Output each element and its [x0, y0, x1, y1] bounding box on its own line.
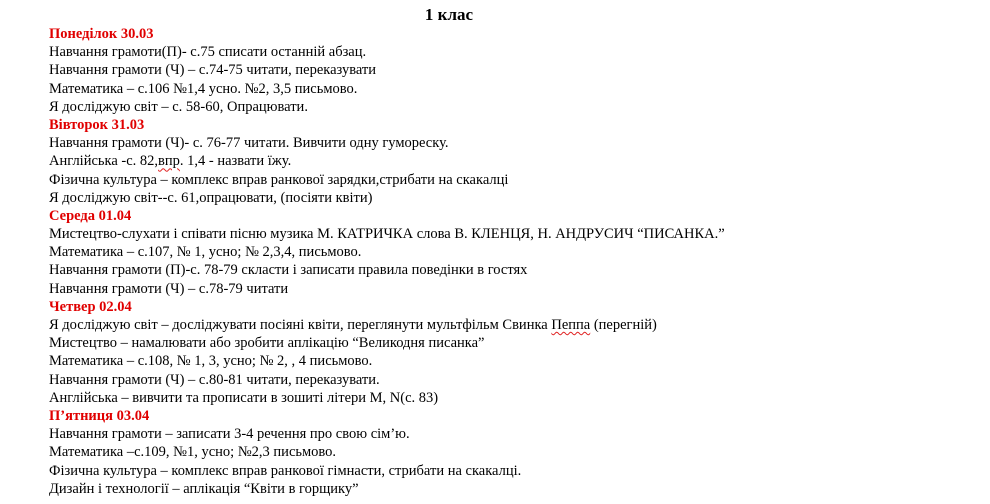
task-line: Мистецтво-слухати і співати пісню музика М. КАТРИЧКА слова В. КЛЕНЦЯ, Н. АНДРУСИЧ “ПИСАНКА.” — [49, 226, 725, 243]
schedule-content — [49, 25, 979, 498]
task-line: Я досліджую світ--с. 61,опрацювати, (посіяти квіти) — [49, 189, 373, 206]
task-line: Математика – с.108, № 1, 3, усно; № 2, , 4 письмово. — [49, 353, 373, 370]
day-thursday — [49, 298, 979, 407]
document-title: 1 клас — [424, 5, 474, 24]
spellcheck-mark: Пеппа — [551, 317, 591, 333]
task-line: Фізична культура – комплекс вправ ранкової зарядки,стрибати на скакалці — [49, 171, 509, 188]
day-heading: Понеділок 30.03 — [49, 26, 154, 42]
task-line: Навчання грамоти (П)-с. 78-79 скласти і записати правила поведінки в гостях — [49, 262, 528, 279]
day-tuesday — [49, 116, 979, 207]
task-line: Фізична культура – комплекс вправ ранкової гімнасти, стрибати на скакалці. — [49, 462, 522, 479]
day-heading: Середа 01.04 — [49, 207, 132, 224]
task-line: Англійська -с. 82,впр. 1,4 - назвати їжу. — [49, 153, 292, 170]
task-line: Я досліджую світ – досліджувати посіяні квіти, переглянути мультфільм Свинка Пеппа (перегній) — [49, 317, 657, 333]
task-line: Я досліджую світ – с. 58-60, Опрацювати. — [49, 98, 308, 115]
day-friday — [49, 407, 979, 498]
task-line: Дизайн і технології – аплікація “Квіти в горщику” — [49, 480, 359, 497]
day-heading: Четвер 02.04 — [49, 298, 132, 315]
task-line: Навчання грамоти (Ч)- с. 76-77 читати. Вивчити одну гумореску. — [49, 135, 449, 152]
task-line: Навчання грамоти (Ч) – с.78-79 читати — [49, 280, 289, 297]
day-wednesday — [49, 207, 979, 298]
task-line: Математика – с.106 №1,4 усно. №2, 3,5 письмово. — [49, 80, 358, 97]
task-line: Математика –с.109, №1, усно; №2,3 письмово. — [49, 444, 337, 461]
day-heading: П’ятниця 03.04 — [49, 407, 150, 424]
task-line: Навчання грамоти – записати 3-4 речення про свою сім’ю. — [49, 426, 410, 443]
day-heading: Вівторок 31.03 — [49, 116, 145, 133]
task-line: Навчання грамоти (Ч) – с.80-81 читати, переказувати. — [49, 371, 380, 388]
task-line: Навчання грамоти(П)- с.75 списати останній абзац. — [49, 44, 367, 61]
day-monday — [49, 25, 979, 116]
spellcheck-mark: впр — [158, 153, 180, 170]
task-line: Математика – с.107, № 1, усно; № 2,3,4, письмово. — [49, 244, 362, 261]
task-line: Навчання грамоти (Ч) – с.74-75 читати, переказувати — [49, 62, 377, 79]
task-line: Мистецтво – намалювати або зробити аплікацію “Великодня писанка” — [49, 335, 485, 352]
task-line: Англійська – вивчити та прописати в зошиті літери M, N(с. 83) — [49, 389, 439, 406]
